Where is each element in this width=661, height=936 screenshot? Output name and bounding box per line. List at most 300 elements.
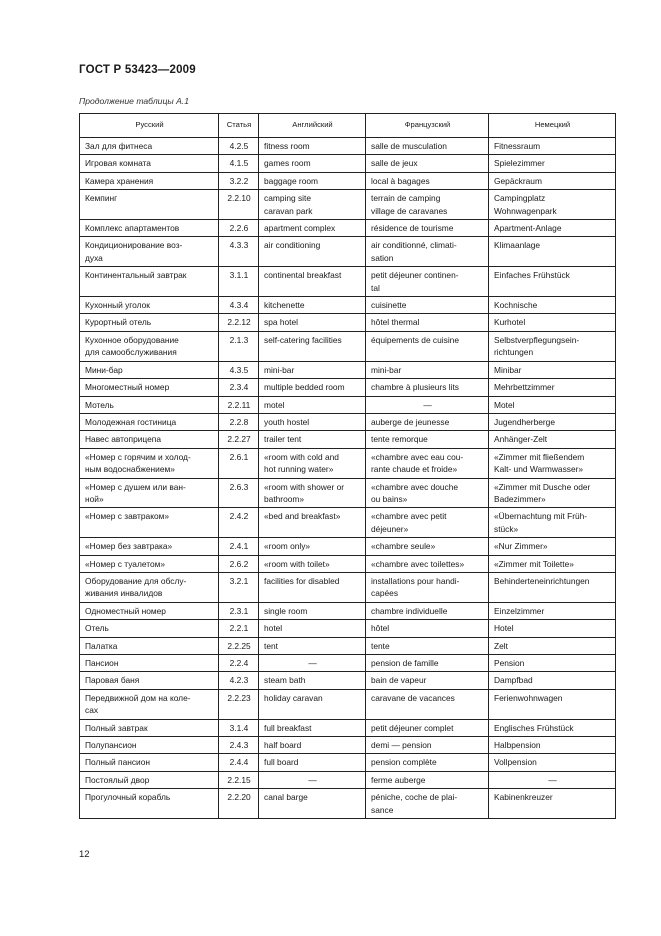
german-term: Halbpension xyxy=(494,740,541,751)
german-term-cell xyxy=(489,413,616,430)
article-number: 2.4.1 xyxy=(229,541,249,552)
german-term-cell xyxy=(489,754,616,771)
german-term-cell xyxy=(489,331,616,361)
german-term: Campingplatz xyxy=(494,193,546,204)
french-term: tal xyxy=(371,282,380,293)
french-term-cell xyxy=(366,620,489,637)
russian-term-cell xyxy=(80,267,219,297)
table-row xyxy=(80,620,616,637)
russian-term: Отель xyxy=(85,623,109,634)
german-term-cell xyxy=(489,297,616,314)
german-term: Behinderteneinrichtungen xyxy=(494,575,590,586)
article-number: 2.2.27 xyxy=(227,434,251,445)
article-number: 2.2.11 xyxy=(227,399,251,410)
french-term-cell xyxy=(366,448,489,478)
english-term-cell xyxy=(259,572,366,602)
table-row xyxy=(80,689,616,719)
french-term: hôtel thermal xyxy=(371,317,420,328)
german-term-cell xyxy=(489,655,616,672)
russian-term: Оборудование для обслу- xyxy=(85,575,187,586)
russian-term: Многоместный номер xyxy=(85,382,170,393)
russian-term-cell xyxy=(80,448,219,478)
english-term: multiple bedded room xyxy=(264,382,345,393)
russian-term-cell xyxy=(80,789,219,819)
article-number-cell xyxy=(219,478,259,508)
french-term-cell xyxy=(366,331,489,361)
english-term-cell xyxy=(259,508,366,538)
table-row xyxy=(80,331,616,361)
french-term-cell xyxy=(366,138,489,155)
french-term: sance xyxy=(371,804,394,815)
german-term: «Übernachtung mit Früh- xyxy=(494,511,588,522)
russian-term: Постоялый двор xyxy=(85,774,150,785)
table-row xyxy=(80,672,616,689)
russian-term: Навес автоприцепа xyxy=(85,434,161,445)
table-row xyxy=(80,538,616,555)
russian-term-cell xyxy=(80,220,219,237)
column-header-english: Английский xyxy=(259,114,366,138)
english-term-cell xyxy=(259,771,366,788)
german-term: «Zimmer mit Dusche oder xyxy=(494,481,591,492)
russian-term: «Номер без завтрака» xyxy=(85,541,173,552)
french-term: caravane de vacances xyxy=(371,692,455,703)
french-term: petit déjeuner complet xyxy=(371,722,454,733)
table-row xyxy=(80,314,616,331)
english-term: facilities for disabled xyxy=(264,575,340,586)
table-row xyxy=(80,172,616,189)
table-row xyxy=(80,572,616,602)
table-row xyxy=(80,155,616,172)
table-row xyxy=(80,190,616,220)
russian-term: Камера хранения xyxy=(85,175,154,186)
english-term-cell xyxy=(259,379,366,396)
german-term-cell xyxy=(489,379,616,396)
article-number-cell xyxy=(219,379,259,396)
english-term-cell xyxy=(259,789,366,819)
russian-term: сах xyxy=(85,705,99,716)
german-term: Kabinenkreuzer xyxy=(494,792,553,803)
english-term-cell xyxy=(259,672,366,689)
article-number-cell xyxy=(219,672,259,689)
english-term: mini-bar xyxy=(264,364,295,375)
column-header-article: Статья xyxy=(219,114,259,138)
german-term: Englisches Frühstück xyxy=(494,722,574,733)
french-term-cell xyxy=(366,572,489,602)
article-number-cell xyxy=(219,572,259,602)
german-term: Dampfbad xyxy=(494,675,533,686)
russian-term-cell xyxy=(80,737,219,754)
article-number-cell xyxy=(219,754,259,771)
english-term-cell xyxy=(259,719,366,736)
table-row xyxy=(80,478,616,508)
russian-term-cell xyxy=(80,538,219,555)
article-number: 2.2.15 xyxy=(227,774,251,785)
russian-term: духа xyxy=(85,252,103,263)
german-term-cell xyxy=(489,572,616,602)
english-term-cell xyxy=(259,431,366,448)
french-term: tente xyxy=(371,640,390,651)
french-term-cell xyxy=(366,237,489,267)
german-term: Klimaanlage xyxy=(494,240,541,251)
german-term-cell xyxy=(489,637,616,654)
article-number-cell xyxy=(219,155,259,172)
french-term-cell xyxy=(366,190,489,220)
french-term-cell xyxy=(366,361,489,378)
french-term: local à bagages xyxy=(371,175,430,186)
english-term: trailer tent xyxy=(264,434,302,445)
english-term: air conditioning xyxy=(264,240,321,251)
french-term: mini-bar xyxy=(371,364,402,375)
article-number: 2.2.6 xyxy=(229,223,249,234)
german-term-cell xyxy=(489,508,616,538)
english-term: full breakfast xyxy=(264,722,312,733)
english-term: games room xyxy=(264,158,311,169)
article-number: 4.3.3 xyxy=(229,240,249,251)
article-number: 2.2.12 xyxy=(227,317,251,328)
terms-table xyxy=(79,113,616,819)
french-term-cell xyxy=(366,602,489,619)
table-row xyxy=(80,737,616,754)
table-row xyxy=(80,602,616,619)
english-term: half board xyxy=(264,740,302,751)
article-number-cell xyxy=(219,555,259,572)
french-term-cell xyxy=(366,508,489,538)
russian-term: Прогулочный корабль xyxy=(85,792,171,803)
english-term: steam bath xyxy=(264,675,306,686)
german-term: Kochnische xyxy=(494,300,538,311)
french-term-cell xyxy=(366,754,489,771)
english-term-cell xyxy=(259,737,366,754)
english-term: — xyxy=(308,774,317,785)
french-term: capées xyxy=(371,588,399,599)
table-row xyxy=(80,771,616,788)
table-row xyxy=(80,431,616,448)
table-row xyxy=(80,508,616,538)
french-term: terrain de camping xyxy=(371,193,441,204)
english-term-cell xyxy=(259,637,366,654)
english-term-cell xyxy=(259,172,366,189)
german-term: Pension xyxy=(494,658,525,668)
french-term-cell xyxy=(366,689,489,719)
german-term-cell xyxy=(489,220,616,237)
article-number: 2.2.8 xyxy=(229,416,249,427)
article-number: 4.2.3 xyxy=(229,675,249,686)
russian-term-cell xyxy=(80,754,219,771)
english-term: spa hotel xyxy=(264,317,298,328)
english-term: «room with shower or xyxy=(264,481,345,492)
german-term-cell xyxy=(489,448,616,478)
russian-term-cell xyxy=(80,719,219,736)
article-number-cell xyxy=(219,448,259,478)
article-number: 4.3.4 xyxy=(229,300,249,311)
english-term: single room xyxy=(264,605,308,616)
english-term-cell xyxy=(259,478,366,508)
english-term: kitchenette xyxy=(264,300,305,311)
russian-term-cell xyxy=(80,396,219,413)
english-term-cell xyxy=(259,396,366,413)
french-term-cell xyxy=(366,267,489,297)
english-term: caravan park xyxy=(264,205,313,216)
article-number: 3.2.2 xyxy=(229,175,249,186)
article-number: 2.3.1 xyxy=(229,605,249,616)
russian-term: Курортный отель xyxy=(85,317,152,328)
table-row xyxy=(80,138,616,155)
french-term-cell xyxy=(366,172,489,189)
russian-term-cell xyxy=(80,431,219,448)
french-term-cell xyxy=(366,737,489,754)
article-number: 2.3.4 xyxy=(229,382,249,393)
german-term: Selbstverpflegungsein- xyxy=(494,334,580,345)
russian-term: Молодежная гостиница xyxy=(85,416,177,427)
russian-term: Пансион xyxy=(85,658,119,668)
german-term: Mehrbettzimmer xyxy=(494,382,555,393)
article-number-cell xyxy=(219,361,259,378)
french-term-cell xyxy=(366,314,489,331)
german-term-cell xyxy=(489,672,616,689)
article-number-cell xyxy=(219,789,259,819)
german-term-cell xyxy=(489,737,616,754)
german-term-cell xyxy=(489,237,616,267)
french-term: installations pour handi- xyxy=(371,575,460,586)
russian-term: Паровая баня xyxy=(85,675,140,686)
article-number-cell xyxy=(219,267,259,297)
french-term: salle de jeux xyxy=(371,158,418,169)
english-term: youth hostel xyxy=(264,416,310,427)
german-term-cell xyxy=(489,361,616,378)
german-term: Fitnessraum xyxy=(494,141,541,151)
russian-term: Палатка xyxy=(85,640,118,651)
french-term: pension de famille xyxy=(371,658,439,668)
russian-term-cell xyxy=(80,689,219,719)
german-term-cell xyxy=(489,689,616,719)
table-row xyxy=(80,448,616,478)
table-row xyxy=(80,555,616,572)
french-term: péniche, coche de plai- xyxy=(371,792,458,803)
article-number: 2.2.20 xyxy=(227,792,251,803)
russian-term: Мотель xyxy=(85,399,114,410)
article-number: 2.4.2 xyxy=(229,511,249,522)
article-number: 2.2.4 xyxy=(229,658,249,668)
russian-term-cell xyxy=(80,237,219,267)
russian-term: ной» xyxy=(85,493,104,504)
russian-term-cell xyxy=(80,190,219,220)
russian-term-cell xyxy=(80,602,219,619)
french-term-cell xyxy=(366,771,489,788)
table-row xyxy=(80,237,616,267)
russian-term-cell xyxy=(80,655,219,672)
english-term: hot running water» xyxy=(264,464,334,475)
german-term: Spielezimmer xyxy=(494,158,545,169)
russian-term: для самообслуживания xyxy=(85,347,177,358)
english-term: hotel xyxy=(264,623,283,634)
french-term-cell xyxy=(366,297,489,314)
article-number-cell xyxy=(219,538,259,555)
french-term: «chambre avec toilettes» xyxy=(371,558,465,569)
english-term: «room with toilet» xyxy=(264,558,330,569)
french-term: air conditionné, climati- xyxy=(371,240,457,251)
german-term: Minibar xyxy=(494,364,522,375)
german-term: Anhänger-Zelt xyxy=(494,434,548,445)
table-row xyxy=(80,719,616,736)
german-term-cell xyxy=(489,602,616,619)
russian-term-cell xyxy=(80,555,219,572)
german-term-cell xyxy=(489,771,616,788)
article-number-cell xyxy=(219,719,259,736)
german-term: Wohnwagenpark xyxy=(494,205,557,216)
german-term-cell xyxy=(489,789,616,819)
german-term-cell xyxy=(489,555,616,572)
french-term-cell xyxy=(366,220,489,237)
english-term-cell xyxy=(259,297,366,314)
column-header-german: Немецкий xyxy=(489,114,616,138)
english-term-cell xyxy=(259,620,366,637)
russian-term-cell xyxy=(80,672,219,689)
article-number: 2.6.2 xyxy=(229,558,249,569)
english-term: canal barge xyxy=(264,792,308,803)
french-term: hôtel xyxy=(371,623,390,634)
french-term: résidence de tourisme xyxy=(371,223,454,234)
french-term: «chambre seule» xyxy=(371,541,436,552)
russian-term-cell xyxy=(80,314,219,331)
german-term: — xyxy=(548,774,557,785)
article-number-cell xyxy=(219,620,259,637)
table-row xyxy=(80,754,616,771)
french-term: salle de musculation xyxy=(371,141,447,151)
french-term: chambre individuelle xyxy=(371,605,448,616)
page-number: 12 xyxy=(79,849,90,860)
french-term: «chambre avec eau cou- xyxy=(371,451,464,462)
english-term: «bed and breakfast» xyxy=(264,511,341,522)
article-number-cell xyxy=(219,396,259,413)
article-number: 3.2.1 xyxy=(229,575,249,586)
english-term: self-catering facilities xyxy=(264,334,342,345)
table-caption: Продолжение таблицы А.1 xyxy=(79,96,189,106)
french-term-cell xyxy=(366,431,489,448)
german-term-cell xyxy=(489,155,616,172)
french-term: «chambre avec douche xyxy=(371,481,459,492)
english-term-cell xyxy=(259,361,366,378)
french-term-cell xyxy=(366,555,489,572)
english-term: tent xyxy=(264,640,278,651)
russian-term: Полный завтрак xyxy=(85,722,148,733)
russian-term: «Номер с туалетом» xyxy=(85,558,166,569)
russian-term: Полный пансион xyxy=(85,757,150,768)
russian-term-cell xyxy=(80,478,219,508)
french-term-cell xyxy=(366,672,489,689)
french-term: pension complète xyxy=(371,757,437,768)
english-term: — xyxy=(308,658,317,668)
german-term: richtungen xyxy=(494,347,534,358)
english-term-cell xyxy=(259,413,366,430)
russian-term-cell xyxy=(80,620,219,637)
article-number: 3.1.4 xyxy=(229,722,249,733)
german-term: Ferienwohnwagen xyxy=(494,692,563,703)
article-number: 2.6.1 xyxy=(229,451,249,462)
german-term: Einfaches Frühstück xyxy=(494,270,570,281)
english-term-cell xyxy=(259,237,366,267)
russian-term-cell xyxy=(80,172,219,189)
english-term-cell xyxy=(259,220,366,237)
french-term: déjeuner» xyxy=(371,523,409,534)
french-term: ferme auberge xyxy=(371,774,426,785)
english-term-cell xyxy=(259,655,366,672)
german-term-cell xyxy=(489,396,616,413)
english-term-cell xyxy=(259,555,366,572)
german-term: «Nur Zimmer» xyxy=(494,541,548,552)
german-term-cell xyxy=(489,719,616,736)
german-term: Apartment-Anlage xyxy=(494,223,562,234)
russian-term: «Номер с душем или ван- xyxy=(85,481,186,492)
article-number-cell xyxy=(219,602,259,619)
english-term: baggage room xyxy=(264,175,319,186)
french-term-cell xyxy=(366,396,489,413)
table-row xyxy=(80,396,616,413)
french-term: cuisinette xyxy=(371,300,407,311)
article-number: 3.1.1 xyxy=(229,270,249,281)
article-number-cell xyxy=(219,220,259,237)
german-term-cell xyxy=(489,190,616,220)
russian-term-cell xyxy=(80,572,219,602)
french-term-cell xyxy=(366,538,489,555)
table-row xyxy=(80,267,616,297)
article-number-cell xyxy=(219,737,259,754)
english-term: motel xyxy=(264,399,285,410)
article-number-cell xyxy=(219,237,259,267)
english-term: «room only» xyxy=(264,541,311,552)
german-term-cell xyxy=(489,172,616,189)
article-number-cell xyxy=(219,771,259,788)
table-row xyxy=(80,789,616,819)
article-number: 2.4.3 xyxy=(229,740,249,751)
french-term: tente remorque xyxy=(371,434,428,445)
english-term: «room with cold and xyxy=(264,451,339,462)
english-term-cell xyxy=(259,267,366,297)
article-number-cell xyxy=(219,138,259,155)
french-term: petit déjeuner continen- xyxy=(371,270,459,281)
french-term-cell xyxy=(366,655,489,672)
german-term: Jugendherberge xyxy=(494,416,556,427)
table-body xyxy=(80,138,616,819)
german-term-cell xyxy=(489,538,616,555)
russian-term: «Номер с завтраком» xyxy=(85,511,170,522)
russian-term: Комплекс апартаментов xyxy=(85,223,180,234)
english-term-cell xyxy=(259,314,366,331)
english-term: continental breakfast xyxy=(264,270,342,281)
german-term-cell xyxy=(489,620,616,637)
table-row xyxy=(80,637,616,654)
russian-term: Кухонный уголок xyxy=(85,300,150,311)
article-number: 2.2.10 xyxy=(227,193,251,204)
article-number-cell xyxy=(219,413,259,430)
article-number: 2.2.23 xyxy=(227,692,251,703)
article-number: 2.4.4 xyxy=(229,757,249,768)
french-term-cell xyxy=(366,379,489,396)
german-term-cell xyxy=(489,314,616,331)
english-term: holiday caravan xyxy=(264,692,323,703)
russian-term-cell xyxy=(80,155,219,172)
german-term: Hotel xyxy=(494,623,514,634)
english-term-cell xyxy=(259,138,366,155)
german-term: stück» xyxy=(494,523,519,534)
russian-term-cell xyxy=(80,413,219,430)
russian-term: Континентальный завтрак xyxy=(85,270,187,281)
french-term: — xyxy=(423,399,432,410)
table-row xyxy=(80,413,616,430)
english-term: apartment complex xyxy=(264,223,336,234)
french-term: demi — pension xyxy=(371,740,432,751)
article-number-cell xyxy=(219,508,259,538)
article-number-cell xyxy=(219,637,259,654)
